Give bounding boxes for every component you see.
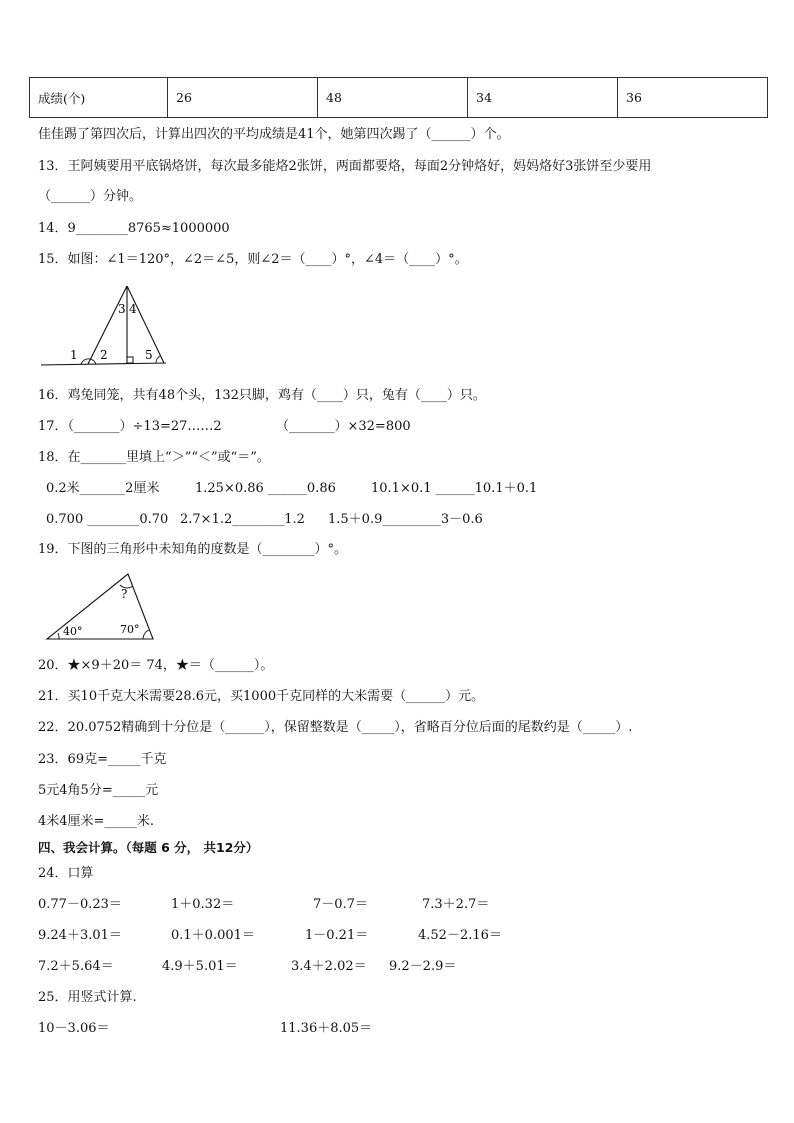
question-16: 16．鸡兔同笼，共有48个头，132只脚，鸡有（____）只，兔有（____）只。 (38, 388, 486, 403)
mental-math-item: 1＋0.32＝ (171, 897, 235, 912)
mental-math-item: 4.9＋5.01＝ (162, 959, 238, 974)
question-18-title: 18．在_______里填上“＞”“＜”或“＝”。 (38, 450, 270, 465)
section-heading: 四、我会计算。（每题 6 分， 共12分） (38, 840, 259, 855)
angle-label-2: 2 (100, 348, 108, 362)
question-23-line1: 23．69克=_____千克 (38, 752, 167, 767)
mental-math-item: 7.3＋2.7＝ (422, 897, 490, 912)
unknown-angle-label: ? (121, 587, 128, 601)
comparison-item: 0.700 ________0.70 (46, 512, 169, 527)
question-21: 21．买10千克大米需要28.6元，买1000千克同样的大米需要（______）元。 (38, 689, 485, 704)
mental-math-item: 0.1＋0.001＝ (171, 928, 255, 943)
table-cell: 36 (618, 78, 768, 118)
vertical-calc-item: 10－3.06＝ (38, 1021, 110, 1036)
question-20: 20．★×9＋20＝ 74，★＝（______）。 (38, 658, 274, 673)
question-12-continued: 佳佳踢了第四次后，计算出四次的平均成绩是41个，她第四次踢了（______）个。 (38, 127, 510, 142)
score-table (29, 77, 768, 118)
mental-math-item: 3.4＋2.02＝ (291, 959, 367, 974)
mental-math-item: 7.2＋5.64＝ (38, 959, 114, 974)
comparison-item: 0.2米_______2厘米 (46, 481, 160, 496)
question-17-right: （_______）×32=800 (276, 419, 411, 434)
comparison-item: 1.25×0.86 ______0.86 (195, 481, 336, 496)
angle-70-label: 70° (120, 623, 140, 636)
table-cell: 48 (318, 78, 468, 118)
question-17-left: 17．（_______）÷13=27……2 (38, 419, 222, 434)
question-23-line3: 4米4厘米=_____米. (38, 814, 155, 829)
question-15: 15．如图：∠1＝120°，∠2＝∠5，则∠2＝（____）°，∠4＝（____）°。 (38, 252, 468, 267)
table-cell: 成绩(个) (30, 78, 168, 118)
mental-math-item: 9.24＋3.01＝ (38, 928, 122, 943)
table-cell: 34 (468, 78, 618, 118)
question-13-line2: （______）分钟。 (38, 189, 143, 204)
angle-label-1: 1 (70, 348, 78, 362)
mental-math-item: 7－0.7＝ (313, 897, 368, 912)
base-line (41, 363, 166, 365)
comparison-item: 1.5＋0.9_________3－0.6 (328, 512, 483, 527)
figure-triangle (44, 570, 159, 642)
question-19: 19．下图的三角形中未知角的度数是（________）°。 (38, 542, 348, 557)
angle-arc (156, 356, 160, 363)
mental-math-item: 9.2－2.9＝ (389, 959, 457, 974)
mental-math-item: 4.52－2.16＝ (418, 928, 502, 943)
angle-label-4: 4 (129, 302, 137, 316)
angle-40-label: 40° (63, 625, 83, 638)
question-22: 22．20.0752精确到十分位是（______），保留整数是（_____），省略百分位后面的尾数约是（_____）. (38, 720, 633, 735)
table-cell: 26 (168, 78, 318, 118)
comparison-item: 2.7×1.2________1.2 (180, 512, 305, 527)
question-14: 14．9________8765≈1000000 (38, 221, 230, 236)
right-angle-mark (127, 357, 133, 363)
angle-label-3: 3 (118, 302, 126, 316)
angle-arc (58, 633, 59, 639)
comparison-item: 10.1×0.1 ______10.1＋0.1 (371, 481, 538, 496)
table-row (30, 78, 768, 118)
vertical-calc-item: 11.36＋8.05＝ (280, 1021, 373, 1036)
mental-math-item: 1－0.21＝ (305, 928, 369, 943)
question-24-title: 24．口算 (38, 866, 94, 881)
mental-math-item: 0.77－0.23＝ (38, 897, 122, 912)
question-23-line2: 5元4角5分=_____元 (38, 783, 159, 798)
figure-angles (36, 280, 176, 370)
question-13-line1: 13．王阿姨要用平底锅烙饼，每次最多能烙2张饼，两面都要烙，每面2分钟烙好，妈妈烙好3张饼至少要用 (38, 159, 652, 174)
angle-label-5: 5 (145, 348, 153, 362)
question-25-title: 25．用竖式计算. (38, 990, 137, 1005)
angle-arc (143, 630, 149, 639)
